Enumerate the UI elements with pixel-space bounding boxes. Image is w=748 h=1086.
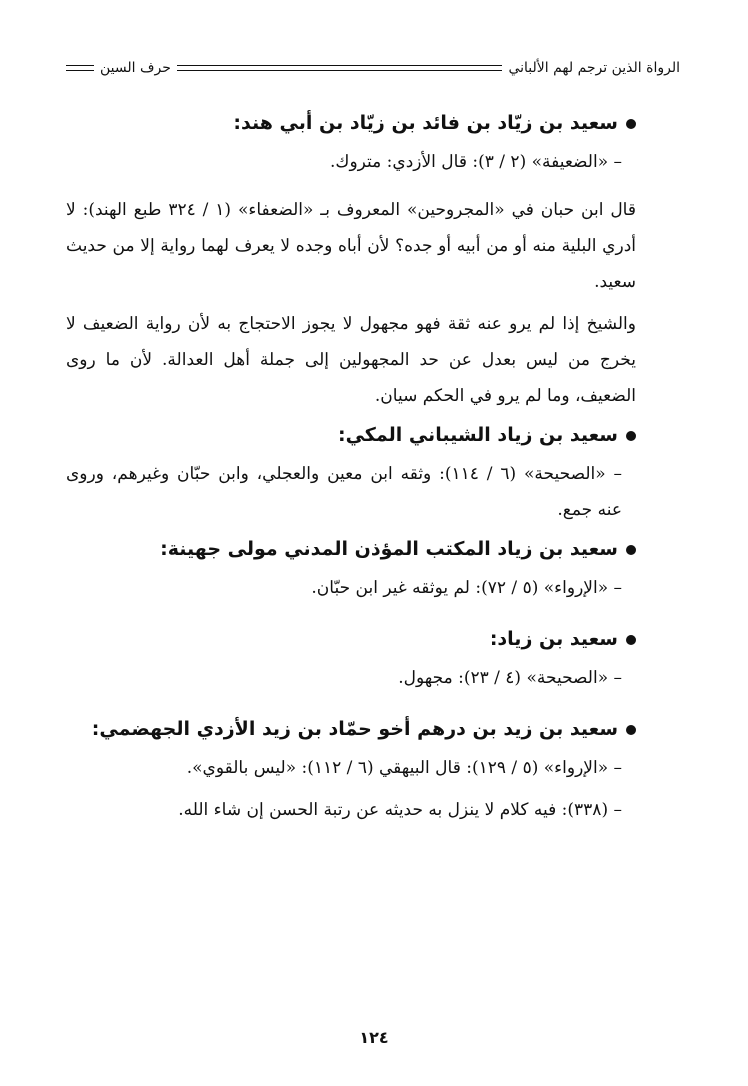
citation-line: – «الضعيفة» (٢ / ٣): قال الأزدي: متروك. xyxy=(330,152,622,172)
paragraph: والشيخ إذا لم يرو عنه ثقة فهو مجهول لا يجوز الاحتجاج به لأن رواية الضعيف لا يخرج من ليس بعدل عن حد المجهولين إلى جملة أهل العدالة. لأن ما روى الضعيف، وما لم يرو في الحكم سيان. xyxy=(66,314,636,406)
page-number: ١٢٤ xyxy=(359,1028,389,1047)
bullet-icon xyxy=(626,635,636,645)
narrator-name: سعيد بن زيد بن درهم أخو حمّاد بن زيد الأزدي الجهضمي: xyxy=(91,718,618,740)
narrator-heading xyxy=(66,624,636,654)
citation-line: – (٣٣٨): فيه كلام لا ينزل به حديثه عن رتبة الحسن إن شاء الله. xyxy=(178,800,622,820)
section-title: حرف السين xyxy=(100,60,171,76)
citation-line: – «الصحيحة» (٦ / ١١٤): وثقه ابن معين والعجلي، وابن حبّان وغيرهم، وروى عنه جمع. xyxy=(66,464,622,520)
bullet-icon xyxy=(626,725,636,735)
citation-line: – «الصحيحة» (٤ / ٢٣): مجهول. xyxy=(398,668,622,688)
narrator-name: سعيد بن زياد: xyxy=(489,628,618,650)
bullet-icon xyxy=(626,545,636,555)
narrator-entry xyxy=(66,420,636,528)
narrator-heading xyxy=(66,714,636,744)
citation-line: – «الإرواء» (٥ / ٧٢): لم يوثقه غير ابن حبّان. xyxy=(311,578,622,598)
narrator-name: سعيد بن زيّاد بن فائد بن زيّاد بن أبي هند: xyxy=(233,112,618,134)
narrator-entry xyxy=(66,714,636,828)
narrator-heading xyxy=(66,108,636,138)
narrator-entry xyxy=(66,624,636,696)
narrator-entry xyxy=(66,108,636,414)
book-title: الرواة الذين ترجم لهم الألباني xyxy=(508,60,680,76)
narrator-name: سعيد بن زياد الشيباني المكي: xyxy=(337,424,618,446)
header-rule xyxy=(177,65,503,71)
narrator-name: سعيد بن زياد المكتب المؤذن المدني مولى جهينة: xyxy=(160,538,618,560)
narrator-entry xyxy=(66,534,636,606)
header-rule-end xyxy=(66,65,94,71)
citation-line: – «الإرواء» (٥ / ١٢٩): قال البيهقي (٦ / ١١٢): «ليس بالقوي». xyxy=(186,758,622,778)
bullet-icon xyxy=(626,431,636,441)
page-body xyxy=(66,108,636,828)
narrator-heading xyxy=(66,420,636,450)
paragraph: قال ابن حبان في «المجروحين» المعروف بـ «الضعفاء» (١ / ٣٢٤ طبع الهند): لا أدري البلية منه أو من أبيه أو جده؟ لأن أباه وجده لا يعرف لهما رواية إلا من حديث سعيد. xyxy=(66,200,636,292)
running-head xyxy=(60,56,680,80)
narrator-heading xyxy=(66,534,636,564)
bullet-icon xyxy=(626,119,636,129)
